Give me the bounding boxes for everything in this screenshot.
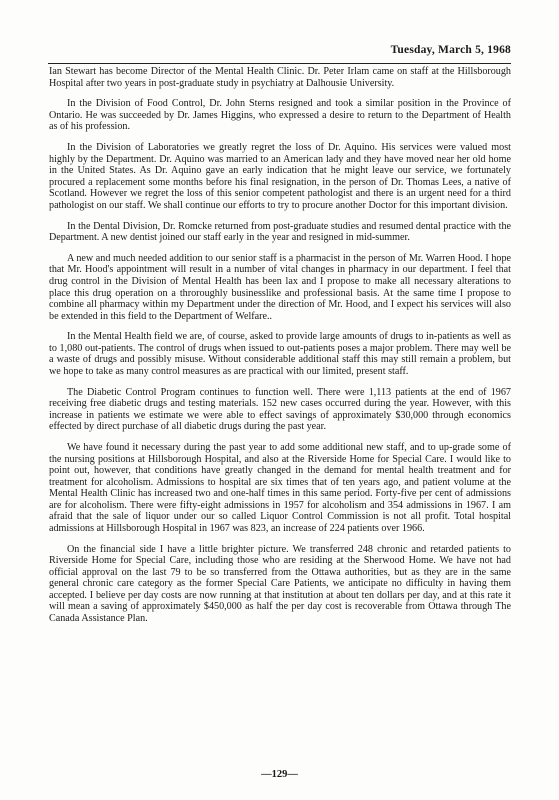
paragraph: Ian Stewart has become Director of the Mental Health Clinic. Dr. Peter Irlam came on staff at the Hillsborough Hospital after two years in post-graduate study in psychiatry at Dalhousie University. [49,66,511,89]
paragraph: We have found it necessary during the past year to add some additional new staff, and to up-grade some of the nursing positions at Hillsborough Hospital, and also at the Riverside Home for Special Care. I would like to point out, however, that conditions have greatly changed in the demand for mental health treatment and for treatment for alcoholism. Admissions to hospital are six times that of ten years ago, and patient volume at the Mental Health Clinic has increased two and one-half times in this same period. Forty-five per cent of admissions are for alcoholism. There were fifty-eight admissions in 1957 for alcoholism and 354 admissions in 1967. I am afraid that the sale of liquor under our so called Liquor Control Commission is not all profit. Total hospital admissions at Hillsborough Hospital in 1967 was 823, an increase of 224 patients over 1966. [49,442,511,534]
paragraph: In the Dental Division, Dr. Romcke returned from post-graduate studies and resumed dental practice with the Department. A new dentist joined our staff early in the year and resigned in mid-summer. [49,220,511,244]
header-rule [48,63,511,64]
paragraph: In the Mental Health field we are, of course, asked to provide large amounts of drugs to in-patients as well as to 1,080 out-patients. The control of drugs when issued to out-patients poses a major problem. There may well be a waste of drugs and possibly misuse. Without considerable additional staff this may still remain a problem, but we hope to take as many control measures as are practical with our limited, present staff. [49,331,511,377]
paragraph: In the Division of Laboratories we greatly regret the loss of Dr. Aquino. His services were valued most highly by the Department. Dr. Aquino was married to an American lady and they have moved near her old home in the United States. As Dr. Aquino gave an early indication that he might leave our service, we fortunately procured a replacement some months before his final resignation, in the person of Dr. Thomas Lees, a native of Scotland. However we regret the loss of this senior competent pathologist and there is an urgent need for a third pathologist on our staff. We shall continue our efforts to try to procure another Doctor for this important division. [49,142,511,211]
paragraph: On the financial side I have a little brighter picture. We transferred 248 chronic and retarded patients to Riverside Home for Special Care, including those who are residing at the Sherwood Home. We have not had official approval on the last 79 to be so transferred from the Ottawa authorities, but as they are in the same general chronic care category as the former Special Care Patients, we anticipate no difficulty in having them accepted. I believe per day costs are now running at that institution at about ten dollars per day, and at this rate it will mean a saving of approximately $450,000 as half the per day cost is recoverable from Ottawa through The Canada Assistance Plan. [49,543,511,624]
paragraph: The Diabetic Control Program continues to function well. There were 1,113 patients at the end of 1967 receiving free diabetic drugs and testing materials. 152 new cases occurred during the year. However, with this increase in patients we estimate we were able to effect savings of approximately $30,000 through economics effected by direct purchase of all diabetic drugs during the past year. [49,386,511,433]
page-number: —129— [261,769,298,780]
paragraph: A new and much needed addition to our senior staff is a pharmacist in the person of Mr. Warren Hood. I hope that Mr. Hood's appointment will result in a number of vital changes in pharmacy in our department. I feel that drug control in the Division of Mental Health has been lax and I propose to make all necessary alterations to place this drug operation on a throroughly businesslike and professional basis. At the same time I propose to combine all pharmacy within my Department under the direction of Mr. Hood, and I expect his services will also be extended in this field to the Department of Welfare.. [49,252,511,322]
page-header-date: Tuesday, March 5, 1968 [390,44,511,56]
document-body [49,66,511,634]
paragraph: In the Division of Food Control, Dr. John Sterns resigned and took a similar position in the Province of Ontario. He was succeeded by Dr. James Higgins, who expressed a desire to return to the Department of Health as of his profession. [49,98,511,133]
